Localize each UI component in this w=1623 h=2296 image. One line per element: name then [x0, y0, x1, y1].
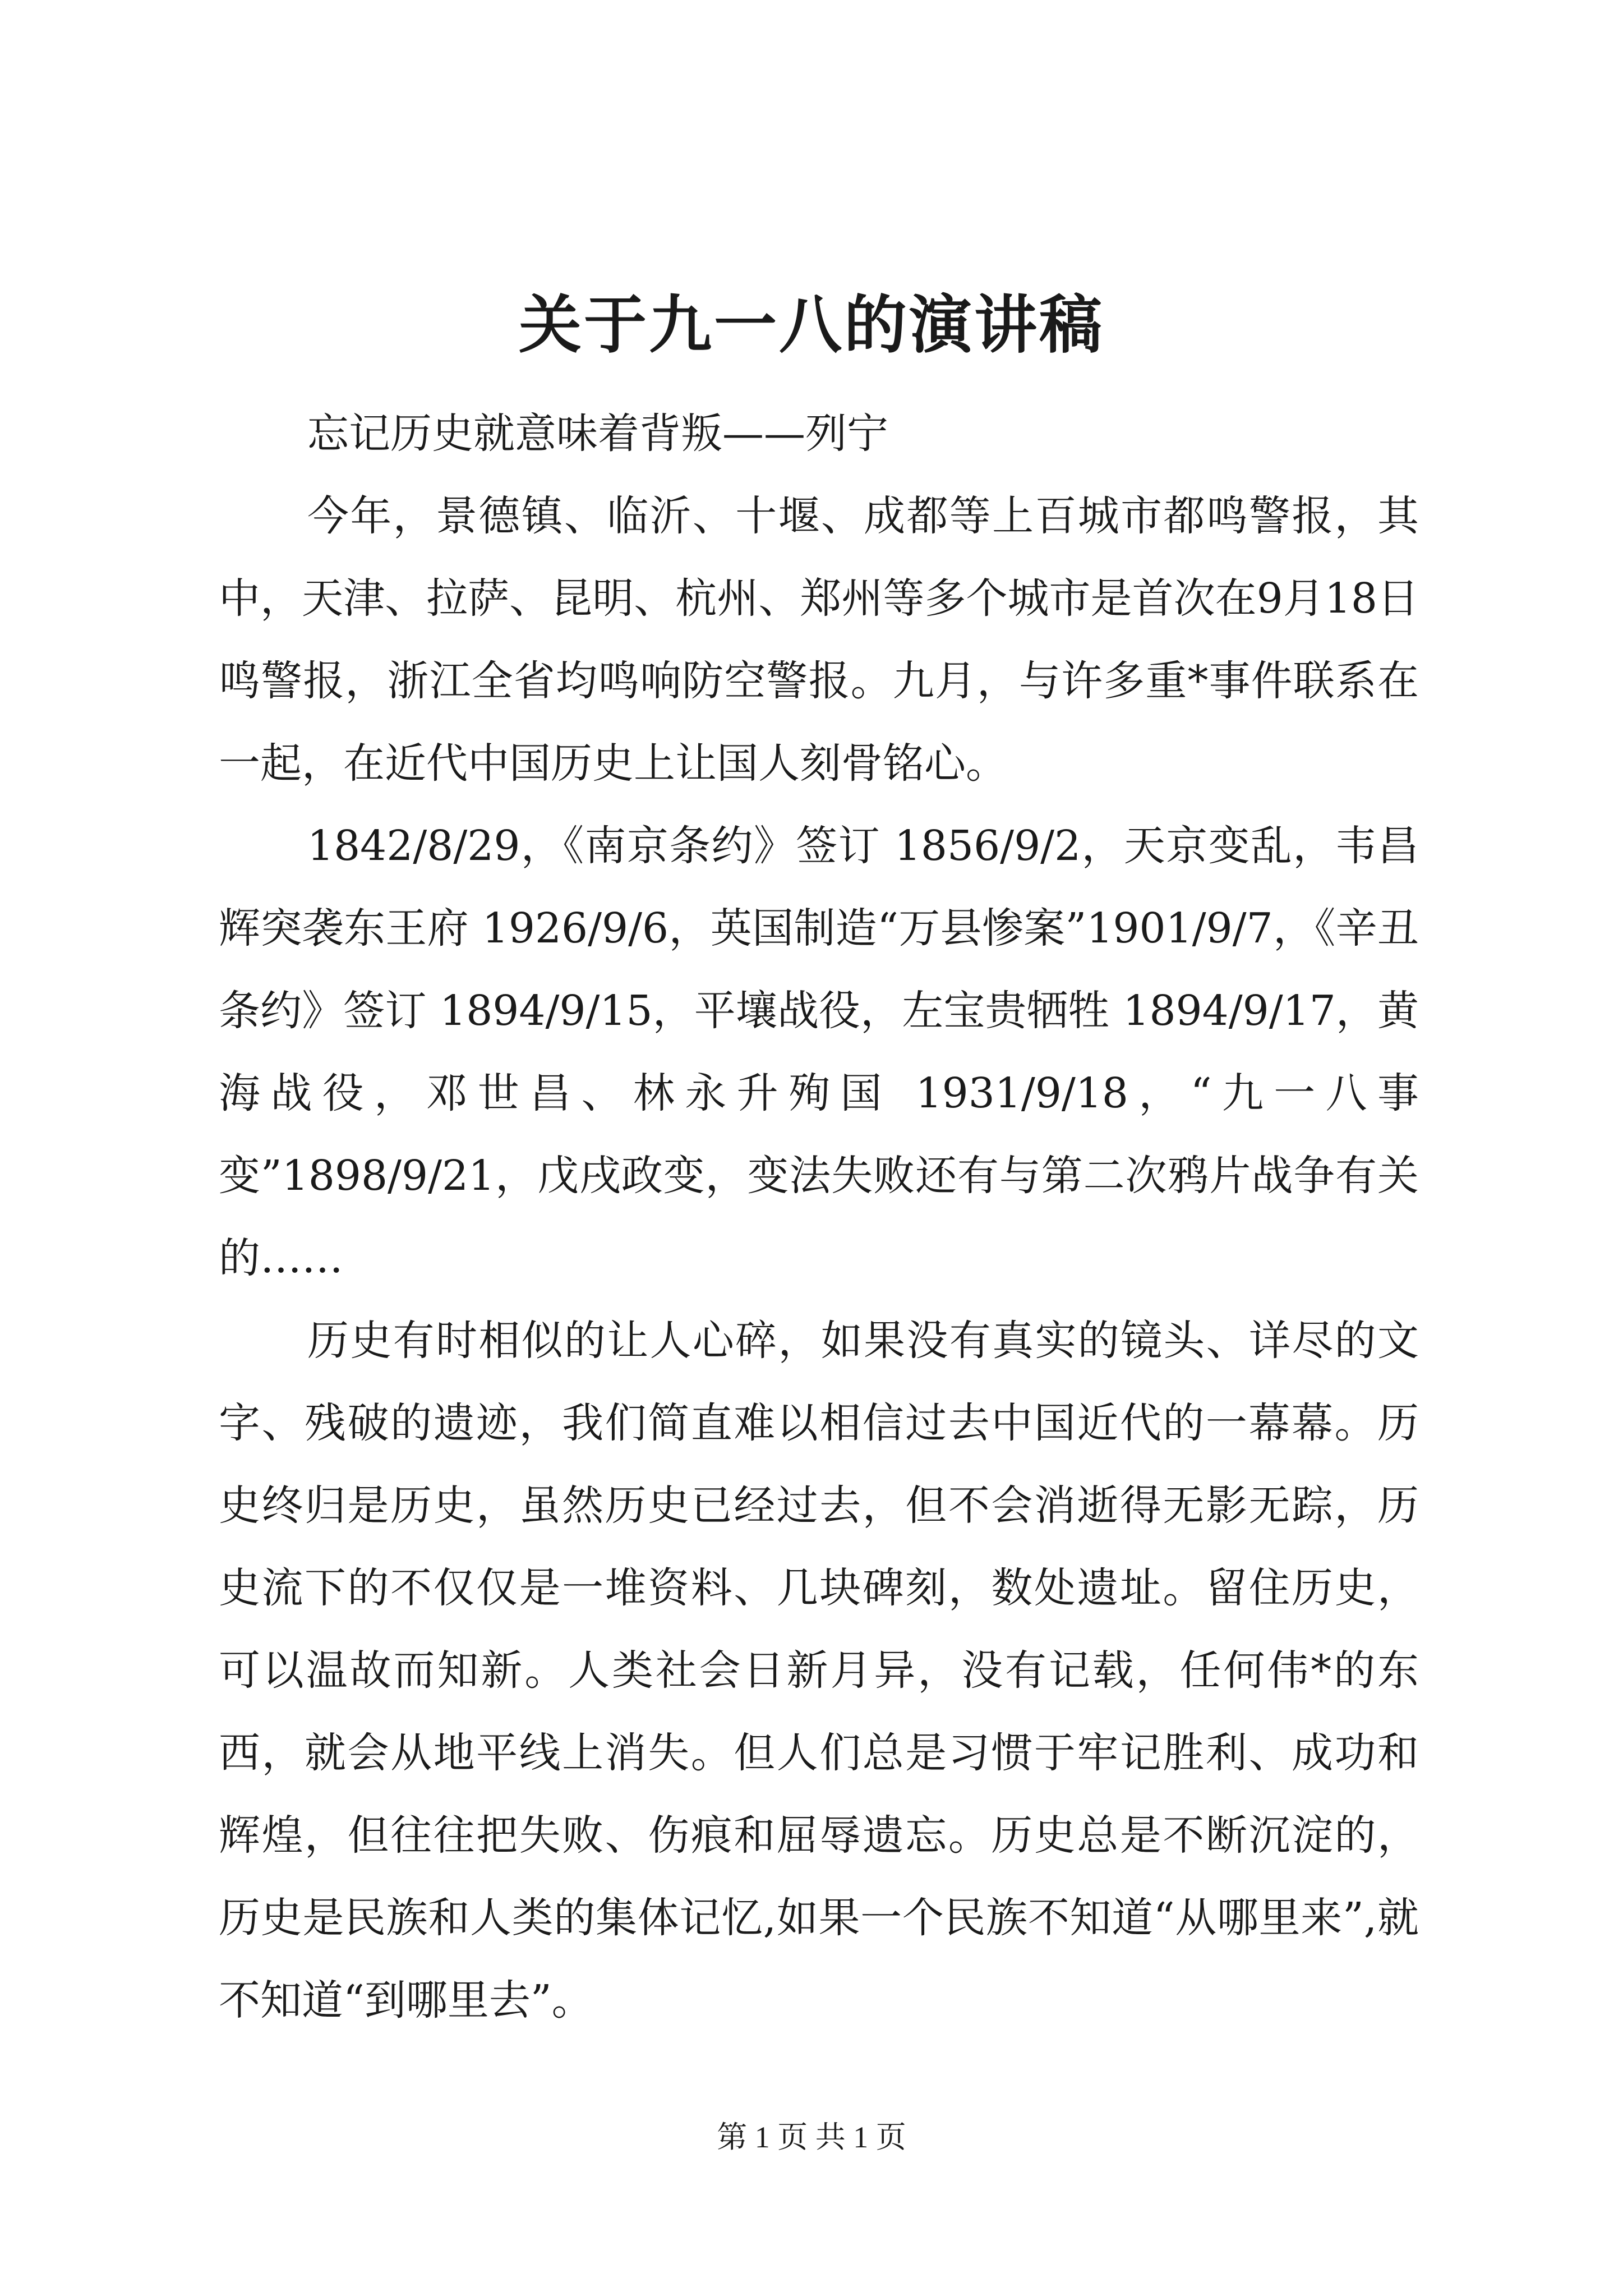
document-body — [219, 393, 1419, 2042]
body-paragraph: 今年，景德镇、临沂、十堰、成都等上百城市都鸣警报，其中，天津、拉萨、昆明、杭州、郑州等多个城市是首次在9月18日鸣警报，浙江全省均鸣响防空警报。九月，与许多重*事件联系在一起，在近代中国历史上让国人刻骨铭心。 — [219, 492, 1419, 788]
epigraph-paragraph: 忘记历史就意味着背叛——列宁 — [307, 409, 888, 458]
body-paragraph: 1842/8/29，《南京条约》签订 1856/9/2，天京变乱，韦昌辉突袭东王府 1926/9/6，英国制造“万县惨案”1901/9/7，《辛丑条约》签订 1894/9/15，平壤战役，左宝贵牺牲 1894/9/17，黄海战役，邓世昌、林永升殉国 1931/9/18，“九一八事变”1898/9/21，戊戌政变，变法失败还有与第二次鸦片战争有关的…… — [219, 822, 1419, 1282]
document-title: 关于九一八的演讲稿 — [519, 288, 1104, 362]
body-paragraph: 历史有时相似的让人心碎，如果没有真实的镜头、详尽的文字、残破的遗迹，我们简直难以相信过去中国近代的一幕幕。历史终归是历史，虽然历史已经过去，但不会消逝得无影无踪，历史流下的不仅仅是一堆资料、几块碑刻，数处遗址。留住历史，可以温故而知新。人类社会日新月异，没有记载，任何伟*的东西，就会从地平线上消失。但人们总是习惯于牢记胜利、成功和辉煌，但往往把失败、伤痕和屈辱遗忘。历史总是不断沉淀的，历史是民族和人类的集体记忆,如果一个民族不知道“从哪里来”,就不知道“到哪里去”。 — [219, 1317, 1419, 2024]
page-number-footer: 第 1 页 共 1 页 — [717, 2120, 906, 2154]
